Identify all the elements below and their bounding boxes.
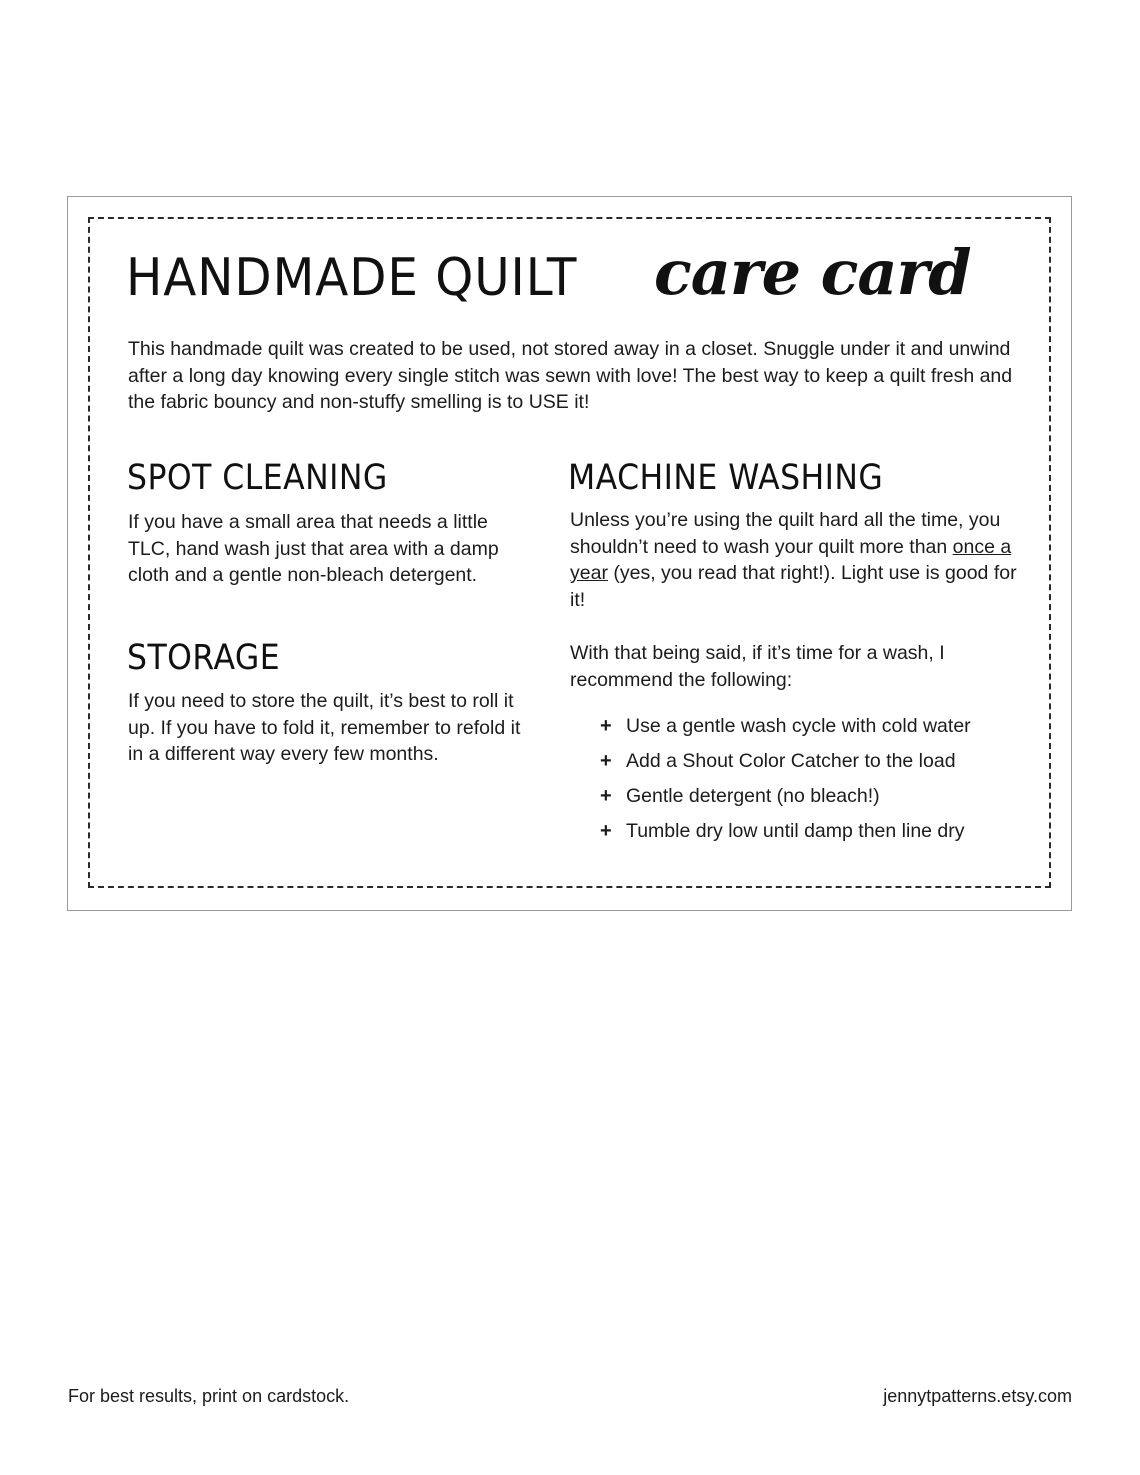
machine-washing-followup: With that being said, if it’s time for a wash, I recommend the following: xyxy=(570,642,945,691)
list-item xyxy=(600,712,971,747)
machine-washing-heading: MACHINE WASHING xyxy=(568,458,884,498)
footer-print-note: For best results, print on cardstock. xyxy=(68,1386,350,1406)
footer-website: jennytpatterns.etsy.com xyxy=(883,1386,1072,1406)
plus-icon: + xyxy=(600,785,612,807)
list-item-text: Tumble dry low until damp then line dry xyxy=(626,820,965,842)
spot-cleaning-heading: SPOT CLEANING xyxy=(127,458,388,498)
plus-icon: + xyxy=(600,715,612,737)
machine-washing-text-start: Unless you’re using the quilt hard all the time, you shouldn’t need to wash your quilt more than xyxy=(570,509,1001,558)
once-a-year-emphasis: once a year xyxy=(570,535,1012,584)
machine-washing-text-end: (yes, you read that right!). Light use is good for it! xyxy=(570,562,1017,611)
card-title xyxy=(126,236,971,320)
list-item-text: Add a Shout Color Catcher to the load xyxy=(626,750,956,772)
plus-icon: + xyxy=(600,750,612,772)
list-item-text: Use a gentle wash cycle with cold water xyxy=(626,715,971,737)
intro-paragraph: This handmade quilt was created to be used, not stored away in a closet. Snuggle under it and unwind after a long day knowing every single stitch was sewn with love! The best way to keep a quilt fresh and the fabric bouncy and non-stuffy smelling is to USE it! xyxy=(128,338,1013,413)
wash-instructions-list xyxy=(600,712,971,852)
list-item-text: Gentle detergent (no bleach!) xyxy=(626,785,880,807)
spot-cleaning-text: If you have a small area that needs a little TLC, hand wash just that area with a damp cloth and a gentle non-bleach detergent. xyxy=(128,511,499,586)
title-script: care card xyxy=(654,236,971,309)
list-item xyxy=(600,782,971,817)
storage-heading: STORAGE xyxy=(127,638,281,678)
title-main: HANDMADE QUILT xyxy=(126,248,578,308)
machine-washing-text xyxy=(570,507,1018,613)
list-item xyxy=(600,747,971,782)
list-item xyxy=(600,817,971,852)
storage-text: If you need to store the quilt, it’s best to roll it up. If you have to fold it, remember to refold it in a different way every few months. xyxy=(128,690,521,765)
plus-icon: + xyxy=(600,820,612,842)
